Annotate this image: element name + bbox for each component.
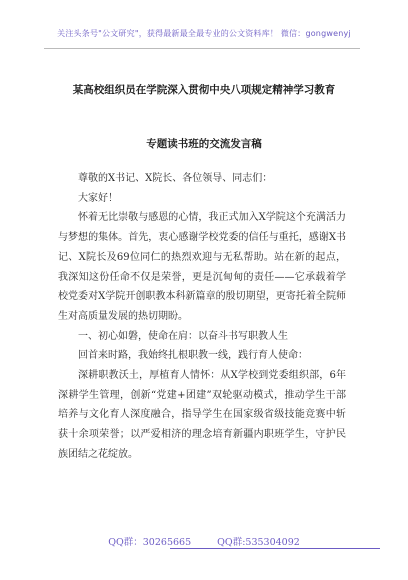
review-paragraph: 回首来时路，我始终扎根职教一线，践行育人使命：	[78, 350, 308, 362]
salutation-paragraph: 尊敬的X书记、X院长、各位领导、同志们：	[78, 173, 273, 184]
header-banner: 关注头条号"公文研究"，获得最新最全最专业的公文资料库！ 微信：gongwenyj	[57, 29, 351, 38]
document-title: 某高校组织员在学院深入贯彻中央八项规定精神学习教育	[72, 84, 336, 96]
experience-paragraph: 深耕职教沃土，厚植育人情怀：从X学校到党委组织部，6年深耕学生管理，创新“党建+团建”双轮驱动模式，推动学生干部培养与文化育人深度融合，指导学生在国家级省级技能竞赛中斩获十余项荣誉；以严爱相济的理念培育新疆内职班学生，守护民族团结之花绽放。	[58, 370, 346, 460]
footer-qq-group-1: QQ群：30265665	[108, 537, 192, 548]
document-body	[58, 169, 346, 465]
header-divider	[44, 48, 360, 49]
footer-underline	[170, 548, 380, 549]
section-heading-paragraph: 一、初心如磐，使命在肩：以奋斗书写职教人生	[78, 330, 288, 342]
footer	[0, 534, 408, 548]
greeting-paragraph: 大家好！	[78, 192, 118, 204]
footer-qq-group-2: QQ群:535304092	[217, 537, 300, 548]
intro-paragraph: 怀着无比崇敬与感恩的心情，我正式加入X学院这个充满活力与梦想的集体。首先，衷心感谢学校党委的信任与重托，感谢X书记、X院长及69位同仁的热烈欢迎与无私帮助。站在新的起点，我深知这份任命不仅是荣誉，更是沉甸甸的责任——它承载着学校党委对X学院开创职教本科新篇章的殷切期望，更寄托着全院师生对高质量发展的热切期盼。	[58, 212, 346, 322]
document-subtitle: 专题读书班的交流发言稿	[146, 138, 262, 150]
